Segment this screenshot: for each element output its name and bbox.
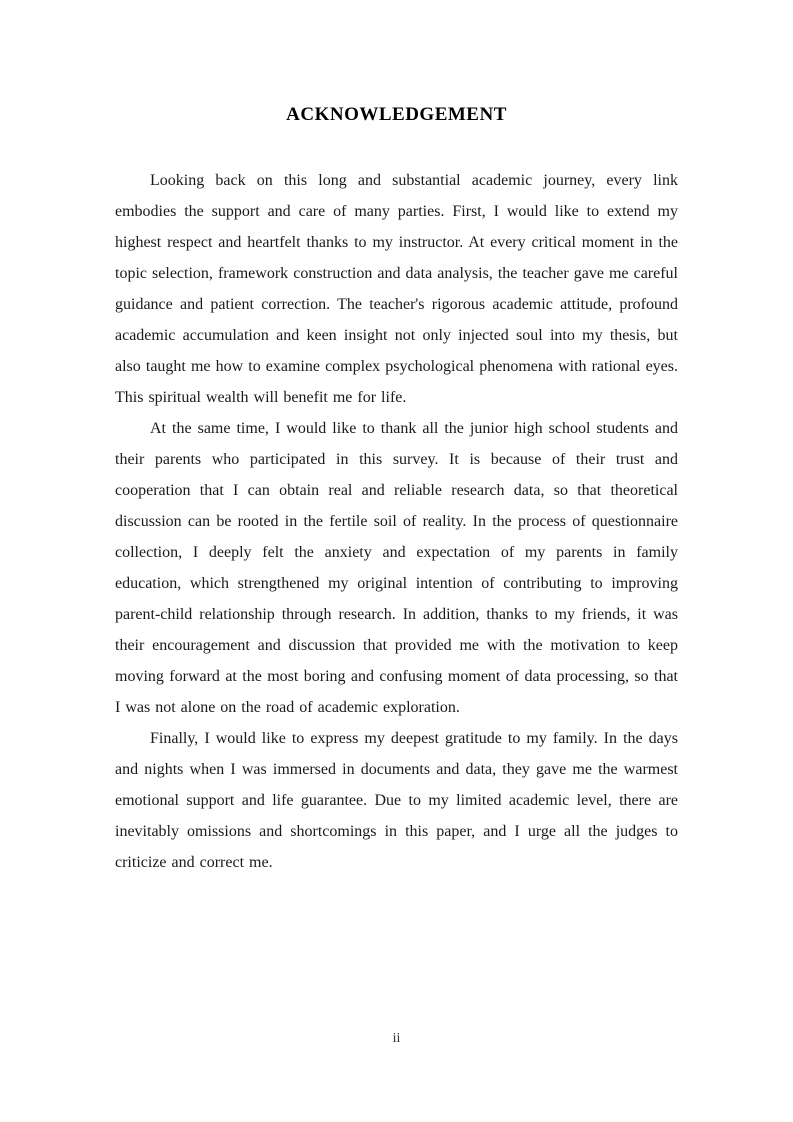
page-number: ii [392,1031,401,1046]
acknowledgement-paragraph-2: At the same time, I would like to thank all the junior high school students and their parents who participated in this survey. It is because of their trust and cooperation that I can obtain real and reliable research data, so that theoretical discussion can be rooted in the fertile soil of reality. In the process of questionnaire collection, I deeply felt the anxiety and expectation of my parents in family education, which strengthened my original intention of contributing to improving parent-child relationship through research. In addition, thanks to my friends, it was their encouragement and discussion that provided me with the motivation to keep moving forward at the most boring and confusing moment of data processing, so that I was not alone on the road of academic exploration. [115,420,678,716]
acknowledgement-body [115,165,678,878]
page-title: ACKNOWLEDGEMENT [286,104,507,125]
acknowledgement-paragraph-1: Looking back on this long and substantial academic journey, every link embodies the support and care of many parties. First, I would like to extend my highest respect and heartfelt thanks to my instructor. At every critical moment in the topic selection, framework construction and data analysis, the teacher gave me careful guidance and patient correction. The teacher's rigorous academic attitude, profound academic accumulation and keen insight not only injected soul into my thesis, but also taught me how to examine complex psychological phenomena with rational eyes. This spiritual wealth will benefit me for life. [115,172,678,406]
acknowledgement-paragraph-3: Finally, I would like to express my deepest gratitude to my family. In the days and nights when I was immersed in documents and data, they gave me the warmest emotional support and life guarantee. Due to my limited academic level, there are inevitably omissions and shortcomings in this paper, and I urge all the judges to criticize and correct me. [115,730,678,871]
